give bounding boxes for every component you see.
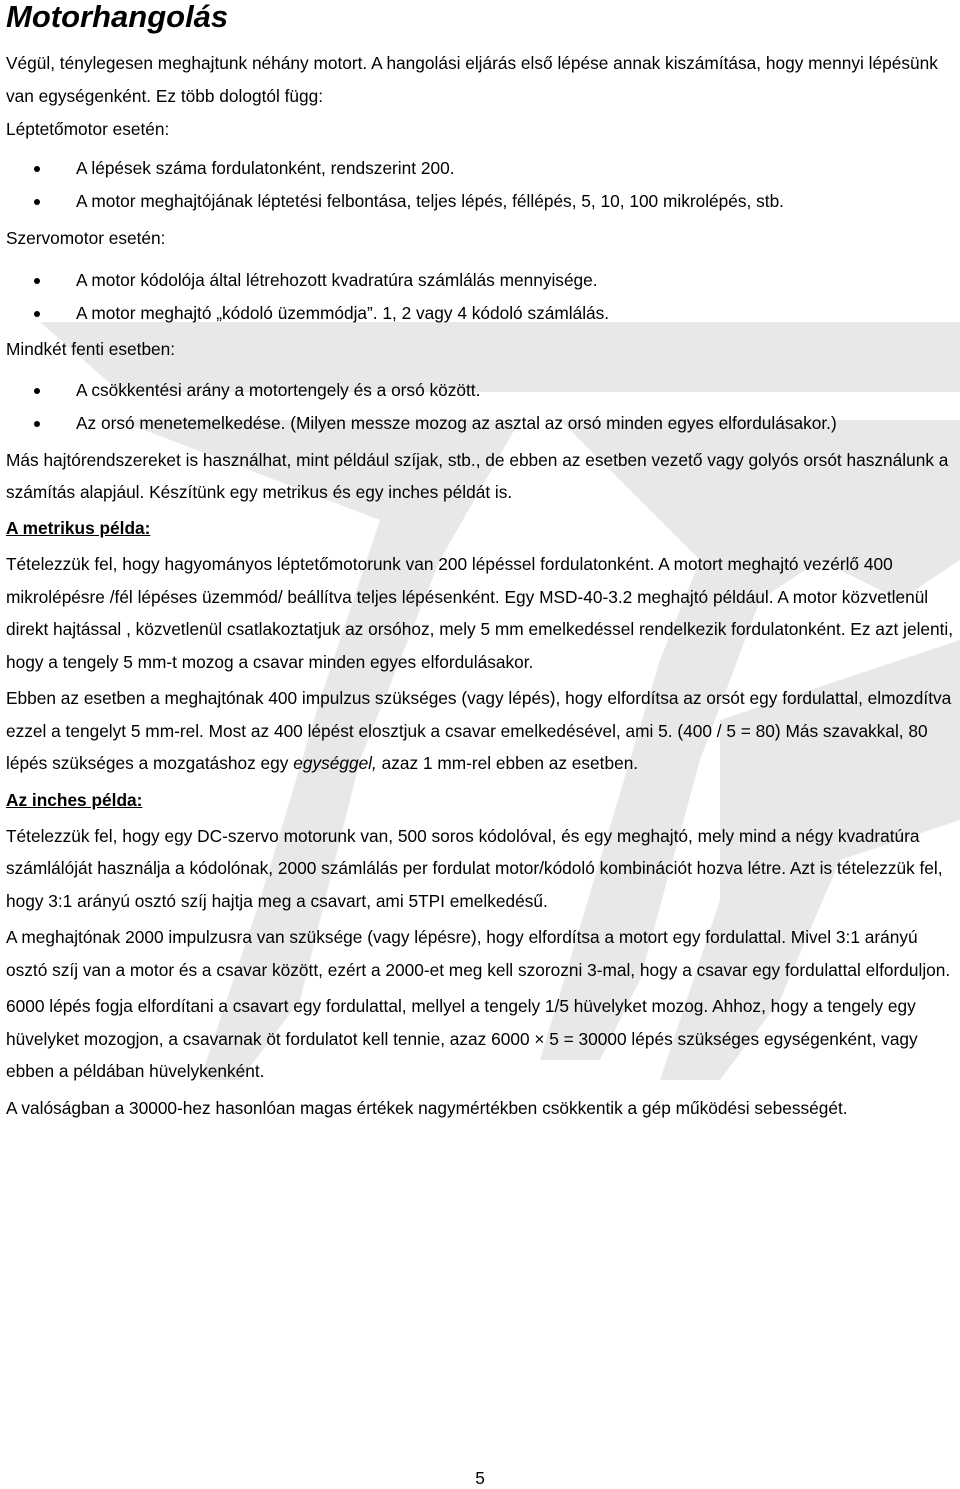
bullet-icon (34, 278, 40, 284)
list-item: Az orsó menetemelkedése. (Milyen messze mozog az asztal az orsó minden egyes elfordulásakor.) (6, 407, 956, 440)
metric-paragraph-1: Tételezzük fel, hogy hagyományos léptetőmotorunk van 200 lépéssel fordulatonként. A motort meghajtó vezérlő 400 mikrolépésre /fél lépéses üzemmód/ beállítva teljes lépésenként. Egy MSD-40-3.2 meghajtó például. A motor közvetlenül direkt hajtással , közvetlenül csatlakoztatjuk az orsóhoz, mely 5 mm emelkedéssel rendelkezik fordulatonként. Ez azt jelenti, hogy a tengely 5 mm-t mozog a csavar minden egyes elfordulásakor. (6, 554, 954, 672)
both-list (6, 366, 956, 444)
servo-label: Szervomotor esetén: (6, 228, 166, 248)
emphasis-text: egységgel, (293, 753, 377, 773)
list-item: A motor kódolója által létrehozott kvadratúra számlálás mennyisége. (6, 264, 956, 297)
servo-list (6, 255, 956, 333)
list-item: A motor meghajtójának léptetési felbontása, teljes lépés, féllépés, 5, 10, 100 mikrolépés, stb. (6, 185, 956, 218)
bullet-icon (34, 166, 40, 172)
list-item: A lépések száma fordulatonként, rendszerint 200. (6, 152, 956, 185)
page-title: Motorhangolás (6, 0, 229, 34)
stepper-list (6, 146, 956, 222)
inch-heading: Az inches példa: (6, 789, 143, 810)
metric-paragraph-2: Ebben az esetben a meghajtónak 400 impulzus szükséges (vagy lépés), hogy elfordítsa az orsót egy fordulattal, elmozdítva ezzel a tengelyt 5 mm-rel. Most az 400 lépést elosztjuk a csavar emelkedésével, ami 5. (400 / 5 = 80) Más szavakkal, 80 lépés szükséges a mozgatáshoz egy egységgel, azaz 1 mm-rel ebben az esetben. (6, 688, 952, 773)
inch-paragraph-3: 6000 lépés fogja elfordítani a csavart egy fordulattal, mellyel a tengely 1/5 hüvelyket mozog. Ahhoz, hogy a tengely egy hüvelyket mozogjon, a csavarnak öt fordulatot kell tennie, azaz 6000 × 5 = 30000 lépés szükséges egységenként, vagy ebben a példában hüvelykenként. (6, 996, 918, 1081)
list-item: A motor meghajtó „kódoló üzemmódja”. 1, 2 vagy 4 kódoló számlálás. (6, 297, 956, 330)
bullet-icon (34, 199, 40, 205)
inch-paragraph-1: Tételezzük fel, hogy egy DC-szervo motorunk van, 500 soros kódolóval, és egy meghajtó, mely mind a négy kvadratúra számlálóját használja a kódolónak, 2000 számlálás per fordulat motor/kódoló kombinációt hozva létre. Azt is tételezzük fel, hogy 3:1 arányú osztó szíj hajtja meg a csavart, ami 5TPI emelkedésű. (6, 825, 943, 911)
metric-heading: A metrikus példa: (6, 518, 151, 538)
inch-paragraph-2: A meghajtónak 2000 impulzusra van szüksége (vagy lépésre), hogy elfordítsa a motort egy fordulattal. Mivel 3:1 arányú osztó szíj van a motor és a csavar között, ezért a 2000-et meg kell szorozni 3-mal, hogy a csavar egy fordulattal elforduljon. (6, 927, 951, 980)
stepper-label: Léptetőmotor esetén: (6, 119, 170, 139)
inch-paragraph-4: A valóságban a 30000-hez hasonlóan magas értékek nagymértékben csökkentik a gép működési sebességét. (6, 1097, 848, 1118)
page-number: 5 (475, 1468, 485, 1488)
bullet-icon (34, 421, 40, 427)
other-drives-paragraph: Más hajtórendszereket is használhat, mint például szíjak, stb., de ebben az esetben vezető vagy golyós orsót használunk a számítás alapjául. Készítünk egy metrikus és egy inches példát is. (6, 450, 949, 502)
bullet-icon (34, 388, 40, 394)
intro-paragraph: Végül, ténylegesen meghajtunk néhány motort. A hangolási eljárás első lépése annak kiszámítása, hogy mennyi lépésünk van egységenként. Ez több dologtól függ: (6, 53, 938, 106)
bullet-icon (34, 311, 40, 317)
list-item: A csökkentési arány a motortengely és a orsó között. (6, 374, 956, 407)
both-label: Mindkét fenti esetben: (6, 339, 176, 359)
